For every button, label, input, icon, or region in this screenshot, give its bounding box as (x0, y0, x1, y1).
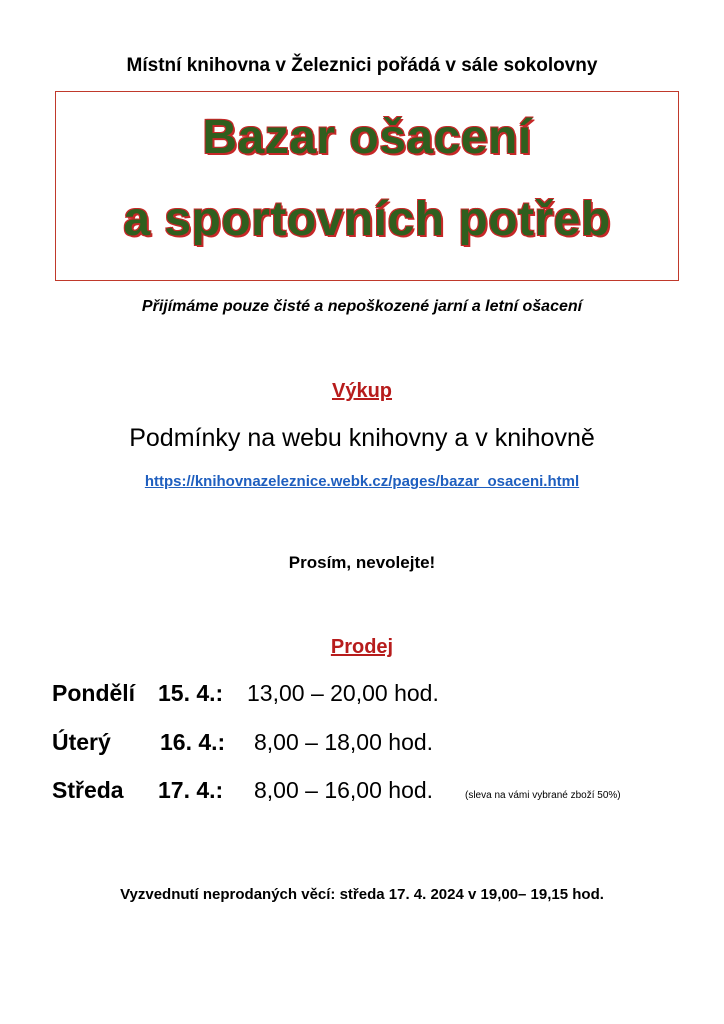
schedule-date: 15. 4.: (158, 680, 224, 706)
title-frame (55, 91, 679, 281)
schedule-day: Úterý (52, 729, 111, 755)
schedule-time: 13,00 – 20,00 hod. (247, 680, 439, 706)
schedule-date: 17. 4.: (158, 777, 224, 803)
title-line-2: a sportovních potřeb (123, 193, 611, 246)
vykup-heading: Výkup (331, 380, 393, 402)
schedule-date: 16. 4.: (160, 729, 226, 755)
schedule-time: 8,00 – 18,00 hod. (254, 729, 434, 755)
please-do-not-call: Prosím, nevolejte! (288, 553, 436, 572)
discount-note: (sleva na vámi vybrané zboží 50%) (465, 790, 621, 801)
prodej-heading: Prodej (330, 636, 394, 658)
schedule-time: 8,00 – 16,00 hod. (254, 777, 434, 803)
subtitle: Přijímáme pouze čisté a nepoškozené jarní a letní ošacení (141, 298, 583, 315)
pickup-info: Vyzvednutí neprodaných věcí: středa 17. 4. 2024 v 19,00– 19,15 hod. (120, 886, 604, 903)
title-line-1: Bazar ošacení (202, 111, 532, 164)
library-url-link[interactable]: https://knihovnazeleznice.webk.cz/pages/bazar_osaceni.html (144, 473, 580, 490)
intro-text: Místní knihovna v Železnici pořádá v sále sokolovny (126, 55, 598, 76)
schedule-day: Středa (52, 777, 124, 803)
conditions-text: Podmínky na webu knihovny a v knihovně (129, 424, 595, 452)
schedule-day: Pondělí (52, 680, 136, 706)
